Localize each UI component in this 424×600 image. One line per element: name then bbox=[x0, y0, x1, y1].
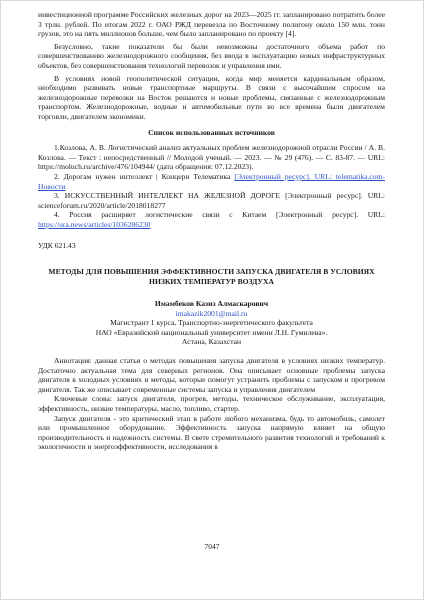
author-email[interactable]: imakazik2001@mail.ru bbox=[175, 308, 248, 318]
intro-paragraph: Запуск двигателя - это критический этап в работе любого механизма, будь то автомобиль, самолет или промышленное оборудование. Эффективность запуска напрямую влияет на общую производительность и надежность системы. В свете стремительного развития технологий и требований к экологичности и энергоэффективности, исследования в bbox=[38, 413, 385, 452]
reference-2-text: 2. Дорогам нужен интеллект | Концерн Телематика bbox=[54, 171, 235, 181]
reference-2 bbox=[38, 172, 385, 191]
reference-4-link[interactable]: https://ura.news/articles/1036286230 bbox=[38, 219, 151, 229]
reference-3: 3. ИСКУССТВЕННЫЙ ИНТЕЛЛЕКТ НА ЖЕЛЕЗНОЙ ДОРОГЕ [Электронный ресурс]. URL: scienceforum.ru/2020/article/2018018277 bbox=[38, 191, 385, 210]
reference-1: 1.Козлова, А. В. Логистический анализ актуальных проблем железнодорожной отрасли России / А. В. Козлова. — Текст : непосредственный // Молодой ученый. — 2023. — № 29 (476). — С. 83-87. — URL: https://moluch.ru/archive/476/104944/ (дата обращения: 07.12.2023). bbox=[38, 143, 385, 172]
keywords: Ключевые слова: запуск двигателя, прогрев, методы, техническое обслуживание, эксплуатация, эффективность, низкие температуры, масло, топливо, стартер. bbox=[38, 394, 385, 413]
body-paragraph-1: инвестиционной программе Российских железных дорог на 2023—2025 гг. запланировано потратить более 3 трлн. рублей. По итогам 2022 г. ОАО РЖД перевезла по Восточному полигону около 150 млн. тонн грузов, это на пять миллионов больше, чем было запланировано по проекту [4]. bbox=[38, 10, 385, 39]
reference-4 bbox=[38, 210, 385, 229]
body-paragraph-2: Безусловно, такие показатели бы были невозможны достаточного объема работ по совершенствованию железнодорожного сообщения, без ввода в эксплуатацию новых инфраструктурных объектов, без совершенствования технологий перевозок и управления ими. bbox=[38, 41, 385, 70]
author-city: Астана, Казахстан bbox=[181, 337, 242, 347]
body-paragraph-3: В условиях новой геополитической ситуации, когда мир меняется кардинальным образом, необходимо развивать новые транспортные маршруты. В связи с высочайшим спросом на железнодорожные перевозки на Восток решаются и новые проблемы, связанные с железнодорожным транспортом. Железнодорожные, водные и автомобильные пути во все времена были двигателем торговли, двигателем экономики. bbox=[38, 73, 385, 121]
udk-code: УДК 621.43 bbox=[38, 241, 76, 251]
reference-2-link[interactable]: [Электронный ресурс]. URL: telematika.com-Новости bbox=[38, 171, 385, 191]
reference-4-text: 4. Россия расширяет логистические связи с Китаем [Электронный ресурс]. URL: bbox=[54, 210, 385, 220]
author-name: Имамбеков Казиз Алмаскарович bbox=[154, 299, 269, 309]
author-university: НАО «Евразийский национальный университет имени Л.Н. Гумилева». bbox=[95, 327, 328, 337]
references-title: Список использованных источников bbox=[148, 127, 275, 137]
page-number: 7047 bbox=[204, 542, 220, 552]
author-position: Магистрант 1 курса, Транспортно-энергетического факультета bbox=[110, 318, 313, 328]
annotation: Аннотация: данная статья о методах повышения запуска двигателя в условиях низких температур. Достаточно актуальная тема для северных регионов. Она описывает основные проблемы запуска двигателя в холодных условиях и методы, которые помогут устранить проблемы с запуском и прогревом двигателя. Так же описывает современные системы запуска и управления двигателем bbox=[38, 356, 385, 394]
article-title: МЕТОДЫ ДЛЯ ПОВЫШЕНИЯ ЭФФЕКТИВНОСТИ ЗАПУСКА ДВИГАТЕЛЯ В УСЛОВИЯХ НИЗКИХ ТЕМПЕРАТУР ВОЗДУХА bbox=[48, 267, 375, 287]
